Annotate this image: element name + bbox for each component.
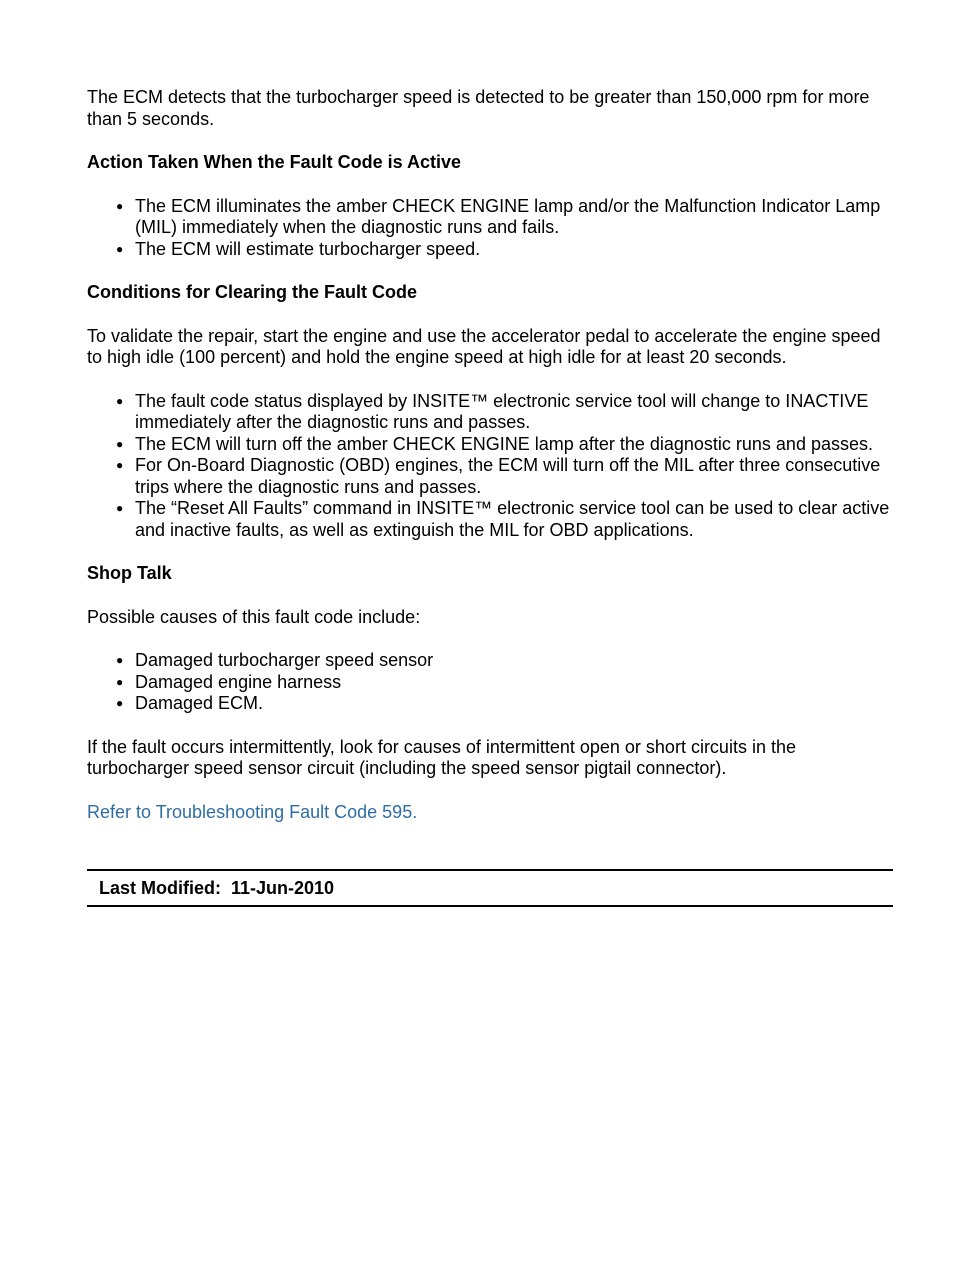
link-paragraph [87,802,893,824]
list-item: ● Damaged turbocharger speed sensor [116,650,434,670]
clearing-paragraph: To validate the repair, start the engine and use the accelerator pedal to accelerate the engine speed to high idle (100 percent) and hold the engine speed at high idle for at least 20 seconds. [87,325,881,367]
bullet-icon: ● [116,653,124,667]
shop-talk-heading: Shop Talk [87,563,172,583]
action-heading: Action Taken When the Fault Code is Active [87,152,462,172]
list-item: ● Damaged engine harness [116,671,342,692]
list-item: ● For On-Board Diagnostic (OBD) engines, the ECM will turn off the MIL after three consecutive trips where the diagnostic runs and passes. [116,455,881,497]
bullet-icon: ● [116,674,124,689]
intermittent-note: If the fault occurs intermittently, look for causes of intermittent open or short circuits in the turbocharger speed sensor circuit (including the speed sensor pigtail connector). [87,736,796,778]
bullet-icon: ● [116,393,124,408]
intro-paragraph: The ECM detects that the turbocharger speed is detected to be greater than 150,000 rpm for more than 5 seconds. [87,87,870,129]
list-item: ● The fault code status displayed by INSITE™ electronic service tool will change to INACTIVE immediately after the diagnostic runs and passes. [116,390,869,432]
bullet-icon: ● [116,458,124,472]
last-modified: Last Modified: 11-Jun-2010 [99,878,335,898]
bullet-icon: ● [116,198,124,213]
clearing-heading: Conditions for Clearing the Fault Code [87,282,417,302]
action-list [87,196,893,261]
bullet-icon: ● [116,436,124,451]
list-item: ● The ECM will estimate turbocharger speed. [116,238,481,259]
bullet-icon: ● [116,241,124,256]
document-body [87,87,893,845]
footer-bar [87,869,893,907]
causes-list [87,650,893,715]
bullet-icon: ● [116,696,124,710]
clearing-list [87,391,893,542]
list-item: ● The ECM will turn off the amber CHECK ENGINE lamp after the diagnostic runs and passes. [116,433,873,454]
list-item: ● The “Reset All Faults” command in INSITE™ electronic service tool can be used to clear active and inactive faults, as well as extinguish the MIL for OBD applications. [116,498,890,540]
list-item: ● The ECM illuminates the amber CHECK ENGINE lamp and/or the Malfunction Indicator Lamp (MIL) immediately when the diagnostic runs and fails. [116,195,881,237]
list-item: ● Damaged ECM. [116,693,264,713]
shop-talk-paragraph: Possible causes of this fault code include: [87,606,421,627]
troubleshooting-link[interactable]: Refer to Troubleshooting Fault Code 595. [87,801,418,822]
bullet-icon: ● [116,501,124,515]
